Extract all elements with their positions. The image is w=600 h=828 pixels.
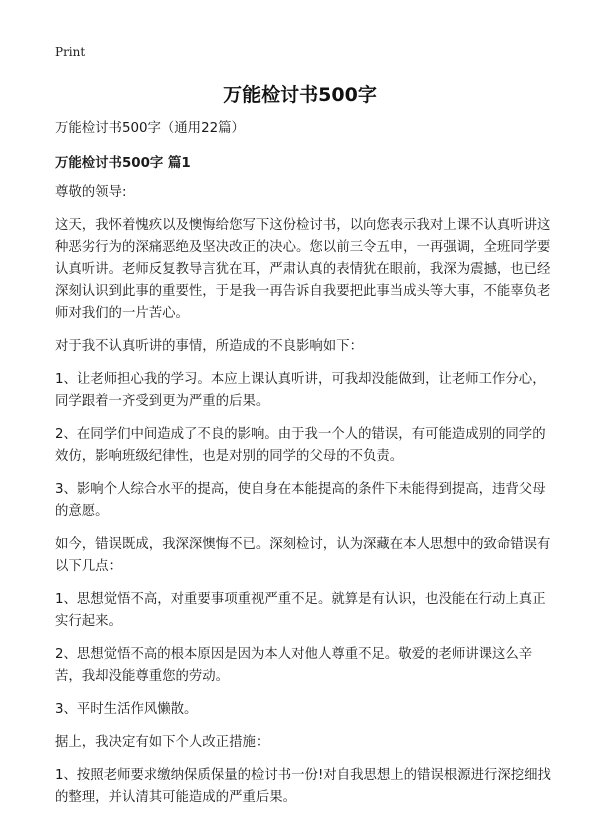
body-paragraph: 2、思想觉悟不高的根本原因是因为本人对他人尊重不足。敬爱的老师讲课这么辛苦，我却没能尊重您的劳动。 — [55, 647, 533, 684]
print-label: Print — [55, 45, 86, 59]
body-paragraph: 对于我不认真听讲的事情，所造成的不良影响如下： — [55, 339, 363, 354]
body-paragraph: 这天，我怀着愧疚以及懊悔给您写下这份检讨书，以向您表示我对上课不认真听讲这种恶劣行为的深痛恶绝及坚决改正的决心。您以前三令五申，一再强调，全班同学要认真听讲。老师反复教导言犹在耳，严肃认真的表情犹在眼前，我深为震撼，也已经深刻认识到此事的重要性，于是我一再告诉自我要把此事当成头等大事，不能辜负老师对我们的一片苦心。 — [55, 218, 551, 321]
body-paragraph: 1、思想觉悟不高，对重要事项重视严重不足。就算是有认识，也没能在行动上真正实行起来。 — [55, 592, 546, 629]
document-title: 万能检讨书500字 — [223, 84, 377, 106]
body-paragraph: 1、按照老师要求缴纳保质保量的检讨书一份!对自我思想上的错误根源进行深挖细找的整理，并认清其可能造成的严重后果。 — [55, 768, 551, 805]
document-subtitle: 万能检讨书500字（通用22篇） — [55, 121, 245, 136]
body-paragraph: 据上，我决定有如下个人改正措施： — [55, 735, 270, 750]
section-heading: 万能检讨书500字 篇1 — [55, 156, 191, 171]
salutation: 尊敬的领导: — [55, 185, 127, 200]
body-paragraph: 2、在同学们中间造成了不良的影响。由于我一个人的错误，有可能造成别的同学的效仿，影响班级纪律性，也是对别的同学的父母的不负责。 — [55, 427, 546, 464]
document-body — [55, 118, 552, 820]
body-paragraph: 1、让老师担心我的学习。本应上课认真听讲，可我却没能做到，让老师工作分心，同学跟着一齐受到更为严重的后果。 — [55, 372, 546, 409]
body-paragraph: 如今，错误既成，我深深懊悔不已。深刻检讨，认为深藏在本人思想中的致命错误有以下几点： — [55, 537, 551, 574]
body-paragraph: 3、影响个人综合水平的提高，使自身在本能提高的条件下未能得到提高，违背父母的意愿。 — [55, 482, 546, 519]
body-paragraph: 3、平时生活作风懒散。 — [55, 702, 198, 717]
